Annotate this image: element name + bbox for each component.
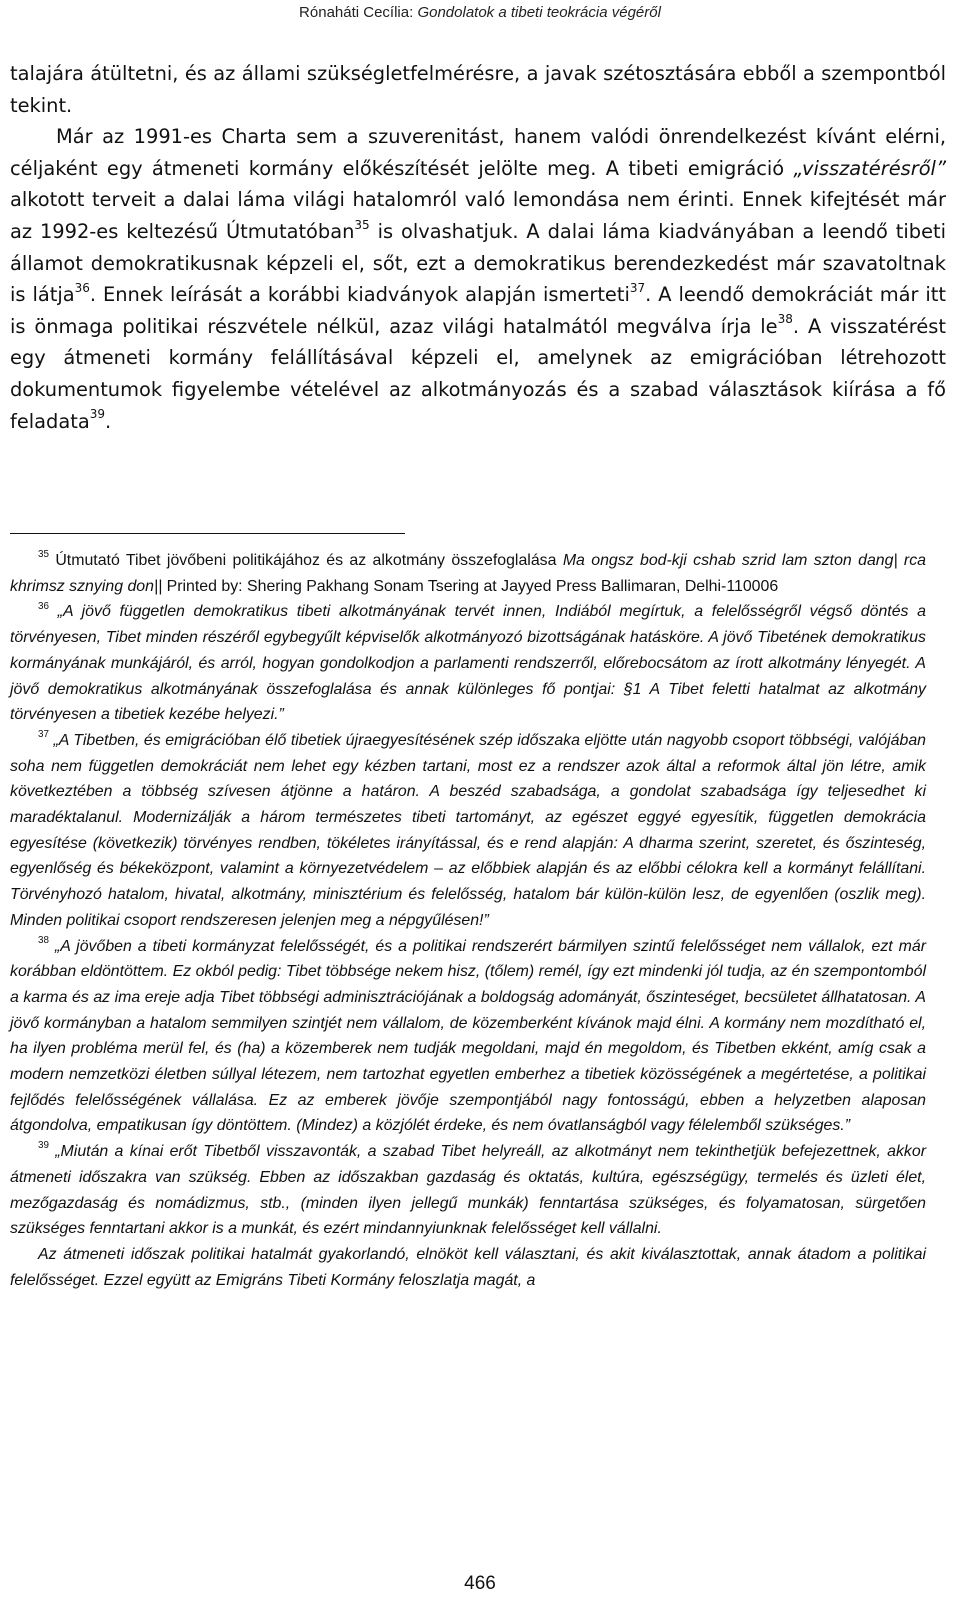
- main-text: [10, 58, 946, 437]
- footnote-number: 38: [38, 934, 49, 946]
- footnote-ref-35[interactable]: 35: [354, 217, 370, 232]
- footnotes: [10, 548, 926, 1293]
- header-author: Rónaháti Cecília:: [299, 4, 414, 21]
- footnote-ref-36[interactable]: 36: [74, 280, 90, 295]
- footnote-ref-38[interactable]: 38: [777, 312, 793, 327]
- footnote-37: $^{37}$ „A Tibetben, és emigrációban élő tibetiek újraegyesítésének szép időszaka eljötte után nagyobb csoport többségi, valójában soha nem független demokráciát nem lehet egy kézben tartani, most ez a rendszer azok által a reformok által jön létre, amik következtében a többség szívesen átjönne a határon. A beszéd szabadsága, a gondolat szabadsága így teljesedhet ki maradéktalanul. Modernizálják a három természetes tibeti tartományt, az egészet eggyé egyesítik, független demokrácia egyesítése (következik) törvényes rendben, tökéletes irányítással, és e rend alapján: A dharma szerint, szeretet, és őszinteség, egyenlőség és békeközpont, valamint a környezetvédelem – az előbbiek alapján és az előbbi célokra kell a kormányt felállítani. Törvényhozó hatalom, hivatal, alkotmány, minisztérium és felelősség, hatalom bár külön-külön lesz, de egyenlően (oszlik meg). Minden politikai csoport rendszeresen jelenjen meg a népgyűlésen!”: [10, 729, 926, 929]
- footnote-38: $^{38}$ „A jövőben a tibeti kormányzat felelősségét, és a politikai rendszerért bármilyen szintű felelősséget nem vállalok, ezt már korábban eldöntöttem. Ez okból pedig: Tibet többsége nekem hisz, (tőlem) remél, így ezt mindenki jól tudja, az én szempontomból a karma és az ima ereje adja Tibet többségi adminisztrációjának a boldogság adományát, őszinteséget, becsületet állhatatosan. A jövő kormányban a hatalom semmilyen szintjét nem vállalom, de közemberként kívánok majd élni. A kormány nem mozdítható el, ha ilyen probléma merül fel, és (ha) a közemberek nem tudják megoldani, majd én megoldom, és Tibetben ekként, amíg csak a modern nemzetközi életben súllyal létezem, nem tartozhat egyetlen emberhez a tibetiek közösségének a megértetése, a politikai fejlődés felelősségének vállalása. Ez az emberek jövője szempontjából nagy fontosságú, ebben a helyzetben alaposan átgondolva, empatikusan így döntöttem. (Mindez) a közjólét érdeke, és nem óvatlanságból vagy félelemből szükséges.”: [10, 934, 927, 1135]
- footnote-39-continuation: Az átmeneti időszak politikai hatalmát gyakorlandó, elnököt kell választani, és akit kiválasztottak, annak átadom a politikai felelősséget. Ezzel együtt az Emigráns Tibeti Kormány feloszlatja magát, a: [10, 1245, 926, 1289]
- footnote-number: 36: [38, 600, 49, 612]
- footnote-number: 35: [38, 549, 49, 561]
- footnote-35: $^{35}$ Útmutató Tibet jövőbeni politikájához és az alkotmány összefoglalása Ma ongsz bod-kji cshab szrid lam szton dang| rca khrimsz sznying don|| Printed by: Shering Pakhang Sonam Tsering at Jayyed Press Ballimaran, Delhi-110006: [10, 549, 927, 595]
- body-paragraph-1: talajára átültetni, és az állami szükségletfelmérésre, a javak szétosztására ebből a szempontból tekint.: [10, 62, 946, 117]
- footnote-36: $^{36}$ „A jövő független demokratikus tibeti alkotmányának tervét innen, Indiából megírtuk, a felelősségről végső döntés a törvényesen, Tibet minden részéről egybegyűlt képviselők alkotmányozó bizottságának hatásköre. A jövő Tibetének demokratikus kormányának munkájáról, és arról, hogyan gondolkodjon a parlamenti rendszerről, előrebocsátom az írott alkotmány lényegét. A jövő demokratikus alkotmányának összefoglalása és annak különleges fő pontjai: §1 A Tibet feletti hatalmat az alkotmány törvényesen a tibetiek kezébe helyezi.”: [10, 600, 927, 724]
- body-paragraph-2: Már az 1991-es Charta sem a szuverenitást, hanem valódi önrendelkezést kívánt elérni, céljaként egy átmeneti kormány előkészítését jelölte meg. A tibeti emigráció „visszatérésről” alkotott terveit a dalai láma világi hatalomról való lemondása nem érinti. Ennek kifejtését már az 1992-es keltezésű Útmutatóban$^{35}$ is olvashatjuk. A dalai láma kiadványában a leendő tibeti államot demokratikusnak képzeli el, sőt, ezt a demokratikus berendezkedést már szavatoltnak is látja$^{36}$. Ennek leírását a korábbi kiadványok alapján ismerteti$^{37}$. A leendő demokráciát már itt is önmaga politikai részvétele nélkül, azaz világi hatalmától megválva írja $le^{38}$. A visszatérést egy átmeneti kormány felállításával képzeli el, amelynek az emigrációban létrehozott dokumentumok figyelembe vételével az alkotmányozás és a szabad választások kiírása a fő feladata$^{39}$.: [10, 125, 947, 433]
- footnote-separator: [10, 533, 405, 534]
- footnote-39: $^{39}$ „Miután a kínai erőt Tibetből visszavonták, a szabad Tibet helyreáll, az alkotmányt nem tekinthetjük befejezettnek, akkor átmeneti időszakra van szükség. Ebben az időszakban gazdaság és oktatás, kultúra, egészségügy, termelés és üzleti élet, mezőgazdaság és nomádizmus, stb., (minden ilyen jellegű munkák) fenntartása szükséges, és folyamatosan, sürgetően szükséges fenntartani akkor is a munkát, és ezért mindannyiunknak felelősséget kell vállalni.: [10, 1140, 926, 1238]
- footnote-number: 37: [38, 729, 49, 741]
- running-header: [0, 4, 960, 21]
- header-title: Gondolatok a tibeti teokrácia végéről: [417, 4, 661, 21]
- footnote-ref-39[interactable]: 39: [89, 407, 105, 422]
- footnote-number: 39: [38, 1140, 49, 1152]
- page-number: 466: [464, 1573, 496, 1594]
- footnote-ref-37[interactable]: 37: [629, 280, 646, 295]
- quoted-term: „visszatérésről”: [793, 156, 946, 180]
